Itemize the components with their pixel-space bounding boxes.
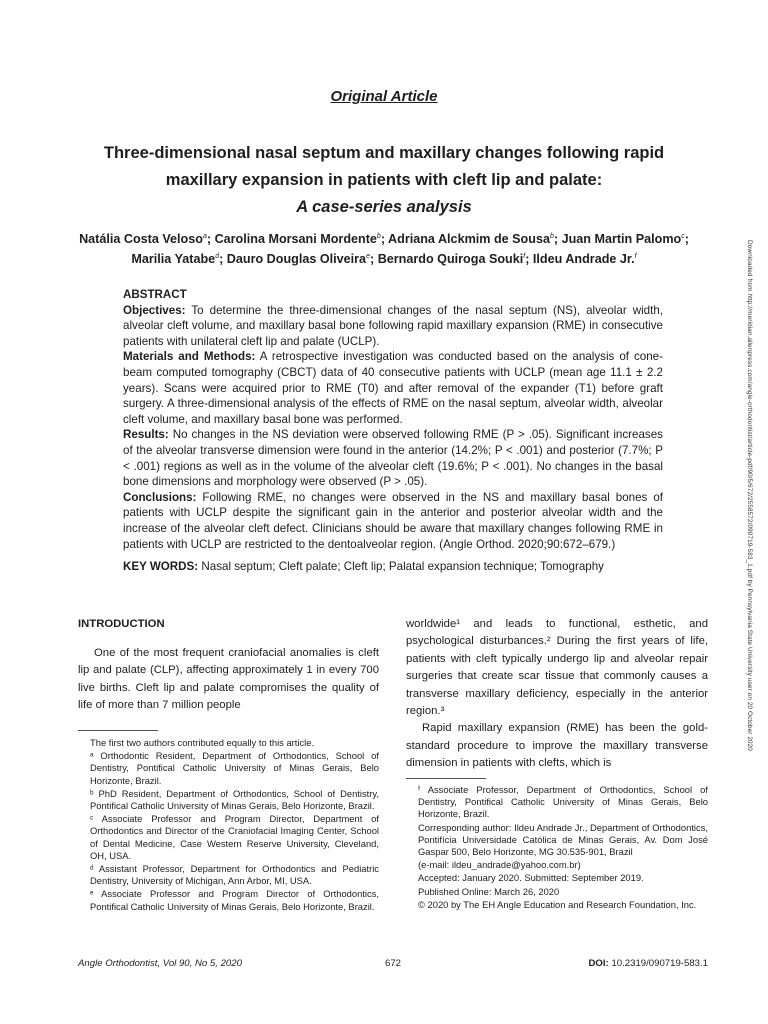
abstract-conclusions: [123, 490, 663, 552]
section-label: Original Article: [330, 88, 438, 105]
author-name: Dauro Douglas Oliveira: [226, 252, 367, 267]
introduction-heading: INTRODUCTION: [78, 618, 165, 630]
doi[interactable]: [589, 957, 709, 971]
footnote-divider-left: [78, 730, 158, 731]
title-line-1: Three-dimensional nasal septum and maxillary changes following rapid: [103, 144, 665, 162]
conclusions-label: Conclusions:: [123, 490, 197, 504]
published-online-date: Published Online: March 26, 2020: [418, 885, 560, 897]
author-affiliation-marker: c: [681, 233, 685, 240]
doi-value: 10.2319/090719-583.1: [611, 958, 708, 969]
left-column: [78, 616, 379, 715]
keywords-label: KEY WORDS:: [123, 560, 199, 574]
author-affiliation-marker: b: [549, 233, 554, 240]
abstract: [123, 287, 663, 575]
page-number: 672: [384, 958, 401, 969]
author-name: Ildeu Andrade Jr.: [532, 252, 635, 267]
methods-label: Materials and Methods:: [123, 350, 256, 364]
results-label: Results:: [123, 428, 169, 442]
objectives-label: Objectives:: [123, 303, 186, 317]
accepted-submitted-dates: Accepted: January 2020. Submitted: September 2019.: [418, 872, 644, 884]
results-text: No changes in the NS deviation were observed following RME (P > .05). Significant increases of the alveolar transverse dimension were found in the anterior (14.2%; P < .001) and posterior (7.7%; P < .001) regions as well as in the volume of the alveolar cleft (19.6%; P < .001). No changes in the basal bone dimensions and morphology were observed (P > .05).: [123, 428, 663, 489]
author-name: Natália Costa Veloso: [79, 232, 203, 247]
corresponding-author: Corresponding author: Ildeu Andrade Jr., Department of Orthodontics, Pontifícia Universidade Católica de Minas Gerais, Av. Dom José Gaspar 500, Belo Horizonte, MG 30.535-901, Brazil: [418, 821, 708, 858]
footnotes-left: [78, 737, 379, 913]
introduction-paragraph-2: Rapid maxillary expansion (RME) has been the gold-standard procedure to improve the maxillary transverse dimension in patients with clefts, which is: [406, 722, 708, 770]
abstract-heading: ABSTRACT: [123, 288, 187, 301]
abstract-results: [123, 427, 663, 489]
footnote-equal-contribution: The first two authors contributed equally to this article.: [90, 737, 315, 748]
abstract-methods: [123, 349, 663, 427]
author-affiliation-marker: d: [215, 253, 220, 261]
footnote-affiliation-a: ᵃ Orthodontic Resident, Department of Orthodontics, School of Dentistry, Pontifical Catholic University of Minas Gerais, Belo Horizonte, Brazil.: [90, 750, 379, 786]
author-name: Adriana Alckmim de Sousa: [388, 232, 550, 247]
page-footer: [78, 957, 708, 971]
author-name: Marilia Yatabe: [131, 252, 216, 267]
introduction-paragraph-1: One of the most frequent craniofacial anomalies is cleft lip and palate (CLP), affecting approximately 1 in every 700 live births. Cleft lip and palate compromises the quality of life of more than 7 million people: [78, 647, 379, 712]
right-column: [406, 616, 708, 773]
footnote-affiliation-f: ᶠ Associate Professor, Department of Orthodontics, School of Dentistry, Pontifical Catholic University of Minas Gerais, Belo Horizonte, Brazil.: [418, 784, 708, 820]
abstract-objectives: [123, 303, 663, 350]
author-name: Carolina Morsani Mordente: [214, 232, 377, 247]
keywords: [123, 559, 663, 575]
article-title: [60, 140, 708, 221]
footnotes-right: [406, 784, 708, 911]
introduction-paragraph-1-continued: worldwide¹ and leads to functional, esthetic, and psychological disturbances.² During the first years of life, patients with cleft typically undergo lip and alveolar repair surgeries that create scar tissue that commonly causes a transverse maxillary deficiency, especially in the anterior region.³: [406, 618, 708, 718]
footnote-affiliation-e: ᵉ Associate Professor and Program Director of Orthodontics, Pontifical Catholic University of Minas Gerais, Belo Horizonte, Brazil.: [90, 888, 379, 912]
author-affiliation-marker: e: [366, 253, 370, 261]
journal-citation: Angle Orthodontist, Vol 90, No 5, 2020: [78, 958, 242, 969]
corresponding-email[interactable]: (e-mail: ildeu_andrade@yahoo.com.br): [418, 859, 581, 871]
footnote-divider-right: [406, 778, 486, 779]
author-affiliation-marker: b: [376, 233, 381, 240]
title-line-2: maxillary expansion in patients with cleft lip and palate:: [165, 171, 603, 189]
methods-text: A retrospective investigation was conducted based on the analysis of cone-beam computed tomography (CBCT) data of 40 consecutive patients with UCLP (mean age 11.1 ± 2.2 years). Scans were acquired prior to RME (T0) and after removal of the expander (T1) before graft surgery. A three-dimensional analysis of the effects of RME on the nasal septum, alveolar width, alveolar cleft volume, and maxillary basal bone was performed.: [123, 350, 663, 426]
author-affiliation-marker: a: [202, 233, 207, 240]
author-name: Juan Martin Palomo: [561, 232, 682, 247]
conclusions-text: Following RME, no changes were observed in the NS and maxillary basal bones of patients with UCLP despite the significant gain in the anterior and posterior alveolar width and the increase of the alveolar cleft defect. Clinicians should be aware that maxillary changes following RME in patients with UCLP are restricted to the dentoalveolar region. (Angle Orthod. 2020;90:672–679.): [123, 490, 663, 551]
footnote-affiliation-b: ᵇ PhD Resident, Department of Orthodontics, School of Dentistry, Pontifical Catholic University of Minas Gerais, Belo Horizonte, Brazil.: [90, 787, 379, 812]
objectives-text: To determine the three-dimensional changes of the nasal septum (NS), alveolar width, alveolar cleft volume, and maxillary basal bone following rapid maxillary expansion (RME) in consecutive patients with unilateral cleft lip and palate (UCLP).: [123, 303, 664, 348]
footnote-affiliation-d: ᵈ Assistant Professor, Department for Orthodontics and Pediatric Dentistry, University of Michigan, Ann Arbor, MI, USA.: [90, 863, 379, 887]
author-list: Natália Costa Veloso$^a$; Carolina Morsani Mordente$^b$; Adriana Alckmim de Sousa$^b$; Juan Martin Palomo$^c$; Marilia Yatabe$^d$; Dauro Douglas Oliveira$^e$; Bernardo Quiroga Souki$^f$; Ildeu Andrade Jr.$^f$: [79, 232, 689, 267]
copyright-notice: © 2020 by The EH Angle Education and Research Foundation, Inc.: [418, 898, 697, 910]
article-subtitle: A case-series analysis: [296, 198, 472, 216]
keywords-text: Nasal septum; Cleft palate; Cleft lip; Palatal expansion technique; Tomography: [201, 560, 604, 574]
download-watermark-text: Downloaded from http://meridian.allenpress.com/angle-orthodontist/article-pdf/90/5/672/2558572/090719-583_1.pdf by Pennsylvania State University user on 20 October 2020: [746, 240, 753, 751]
footnote-affiliation-c: ᶜ Associate Professor and Program Director, Department of Orthodontics and Director of the Craniofacial Imaging Center, School of Dental Medicine, Case Western Reserve University, Cleveland, OH, USA.: [90, 813, 379, 861]
doi-label: DOI:: [588, 958, 609, 969]
author-name: Bernardo Quiroga Souki: [377, 252, 524, 267]
author-affiliation-marker: f: [634, 253, 637, 261]
author-affiliation-marker: f: [523, 253, 526, 261]
download-watermark: [741, 240, 755, 800]
